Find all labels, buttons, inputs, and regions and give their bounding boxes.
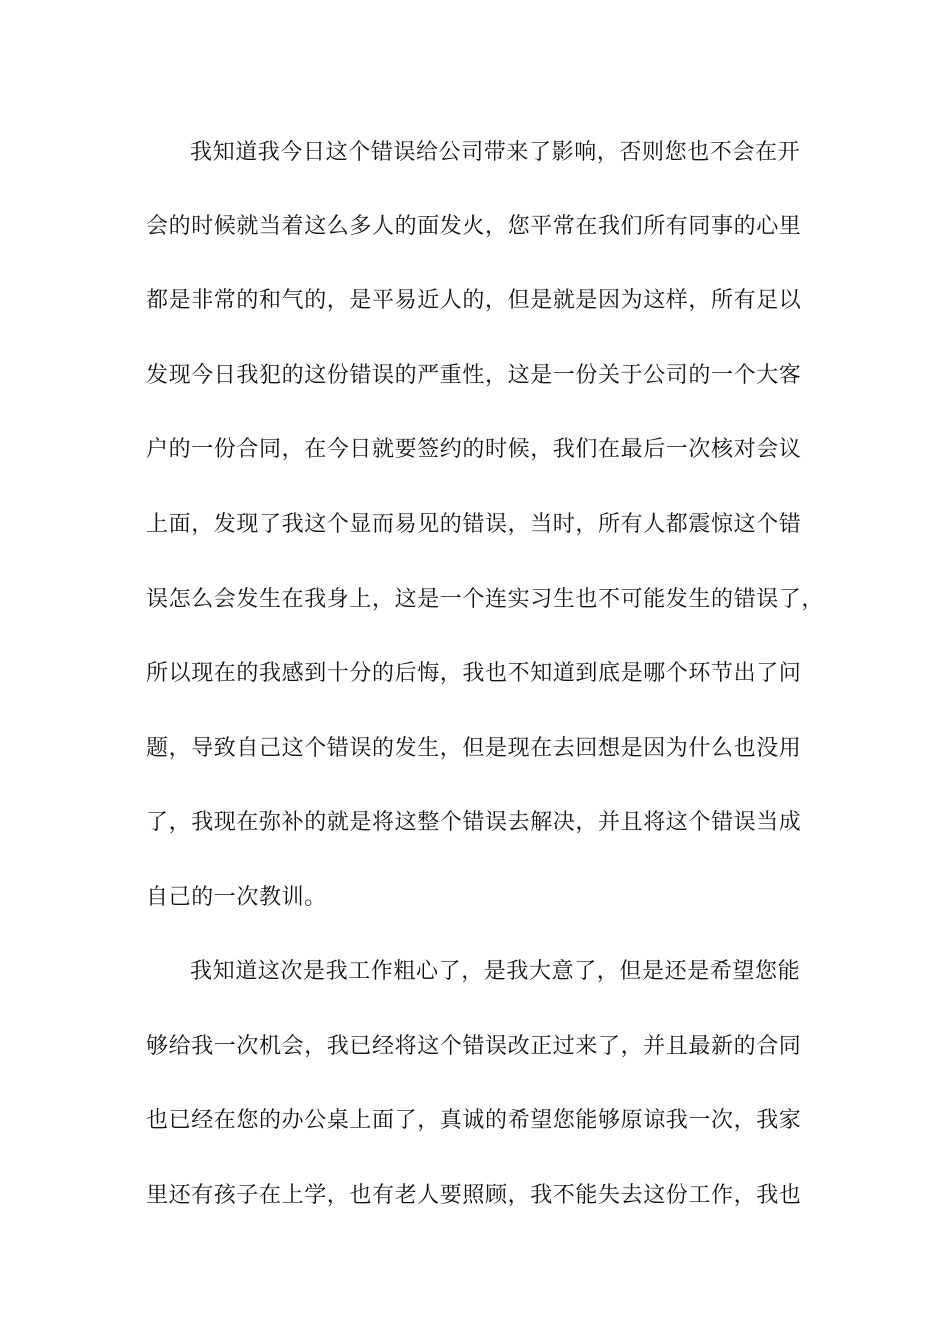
paragraph-1-line-11: 自己的一次教训。 [146, 885, 327, 910]
paragraph-1-line-3: 都是非常的和气的，是平易近人的，但是就是因为这样，所有足以 [146, 288, 802, 313]
paragraph-1-line-10: 了，我现在弥补的就是将这整个错误去解决，并且将这个错误当成 [146, 810, 802, 835]
paragraph-1-line-5: 户的一份合同，在今日就要签约的时候，我们在最后一次核对会议 [146, 437, 802, 462]
paragraph-2-line-2: 够给我一次机会，我已经将这个错误改正过来了，并且最新的合同 [146, 1034, 802, 1059]
paragraph-2-line-1: 我知道这次是我工作粗心了，是我大意了，但是还是希望您能 [190, 959, 801, 984]
paragraph-1-line-2: 会的时候就当着这么多人的面发火，您平常在我们所有同事的心里 [146, 214, 802, 239]
paragraph-1-line-6: 上面，发现了我这个显而易见的错误，当时，所有人都震惊这个错 [146, 512, 802, 537]
paragraph-1-line-1: 我知道我今日这个错误给公司带来了影响，否则您也不会在开 [190, 140, 801, 165]
paragraph-1-line-7: 误怎么会发生在我身上，这是一个连实习生也不可能发生的错误了， [146, 587, 825, 612]
paragraph-1-line-8: 所以现在的我感到十分的后悔，我也不知道到底是哪个环节出了问 [146, 661, 802, 686]
paragraph-1-line-9: 题，导致自己这个错误的发生，但是现在去回想是因为什么也没用 [146, 736, 802, 761]
paragraph-2-line-3: 也已经在您的办公桌上面了，真诚的希望您能够原谅我一次，我家 [146, 1108, 802, 1133]
paragraph-2-line-4: 里还有孩子在上学，也有老人要照顾，我不能失去这份工作，我也 [146, 1183, 802, 1208]
paragraph-1-line-4: 发现今日我犯的这份错误的严重性，这是一份关于公司的一个大客 [146, 363, 802, 388]
